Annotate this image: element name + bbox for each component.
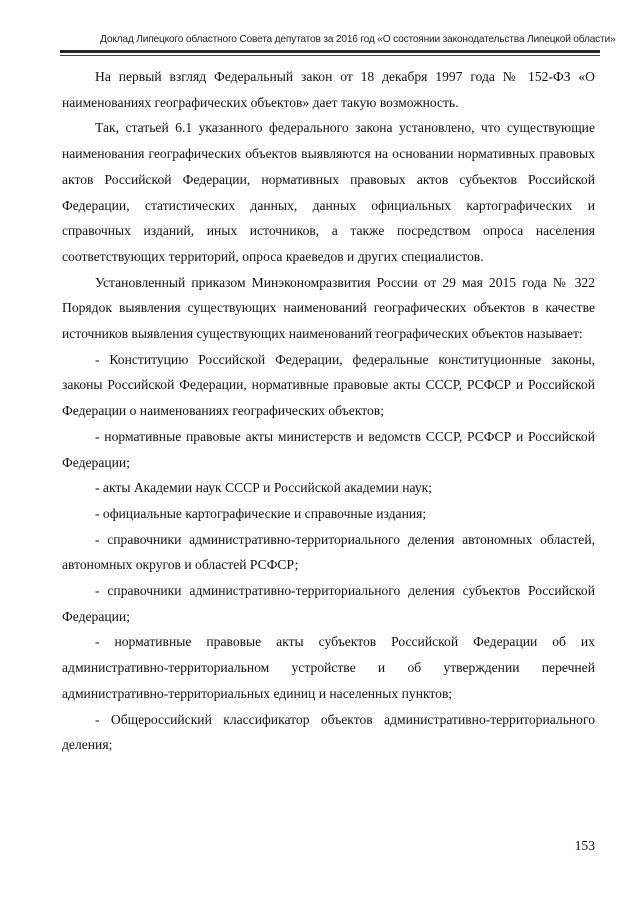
list-item-constitution: - Конституцию Российской Федерации, федеральные конституционные законы, законы Российской Федерации, нормативные правовые акты СССР, РСФСР и Российской Федерации о наименованиях географических объектов; — [62, 351, 595, 419]
list-item-ministry-acts: - нормативные правовые акты министерств и ведомств СССР, РСФСР и Российской Федерации; — [62, 428, 595, 470]
header-rule-thin — [60, 55, 600, 56]
list-item-rsfsr-handbooks: - справочники административно-территориального деления автономных областей, автономных округов и областей РСФСР; — [62, 531, 595, 573]
document-body — [62, 64, 595, 758]
list-item-cartographic-editions: - официальные картографические и справочные издания; — [95, 505, 427, 521]
list-item-academy-acts: - акты Академии наук СССР и Российской академии наук; — [95, 480, 433, 496]
list-item-subject-handbooks: - справочники административно-территориального деления субъектов Российской Федерации; — [62, 583, 595, 624]
list-item-classifier: - Общероссийский классификатор объектов административно-территориального деления; — [62, 711, 595, 753]
running-header: Доклад Липецкого областного Совета депутатов за 2016 год «О состоянии законодательства Липецкой области» — [100, 34, 616, 45]
page-number: 153 — [574, 838, 595, 853]
paragraph-article-6-1: Так, статьей 6.1 указанного федерального закона установлено, что существующие наименования географических объектов выявляются на основании нормативных правовых актов Российской Федерации, нормативных правовых актов субъектов Российской Федерации, статистических данных, данных официальных картографических и справочных изданий, иных источников, а также посредством опроса населения соответствующих территорий, опроса краеведов и других специалистов. — [62, 120, 595, 264]
paragraph-law-152fz: На первый взгляд Федеральный закон от 18 декабря 1997 года № 152-ФЗ «О наименованиях географических объектов» дает такую возможность. — [62, 69, 595, 110]
paragraph-order-322: Установленный приказом Минэкономразвития России от 29 мая 2015 года № 322 Порядок выявления существующих наименований географических объектов в качестве источников выявления существующих наименований географических объектов называет: — [62, 274, 595, 342]
list-item-subject-acts: - нормативные правовые акты субъектов Российской Федерации об их административно-территориальном устройстве и об утверждении перечней административно-территориальных единиц и населенных пунктов; — [62, 634, 595, 701]
header-rule-thick — [60, 50, 600, 53]
